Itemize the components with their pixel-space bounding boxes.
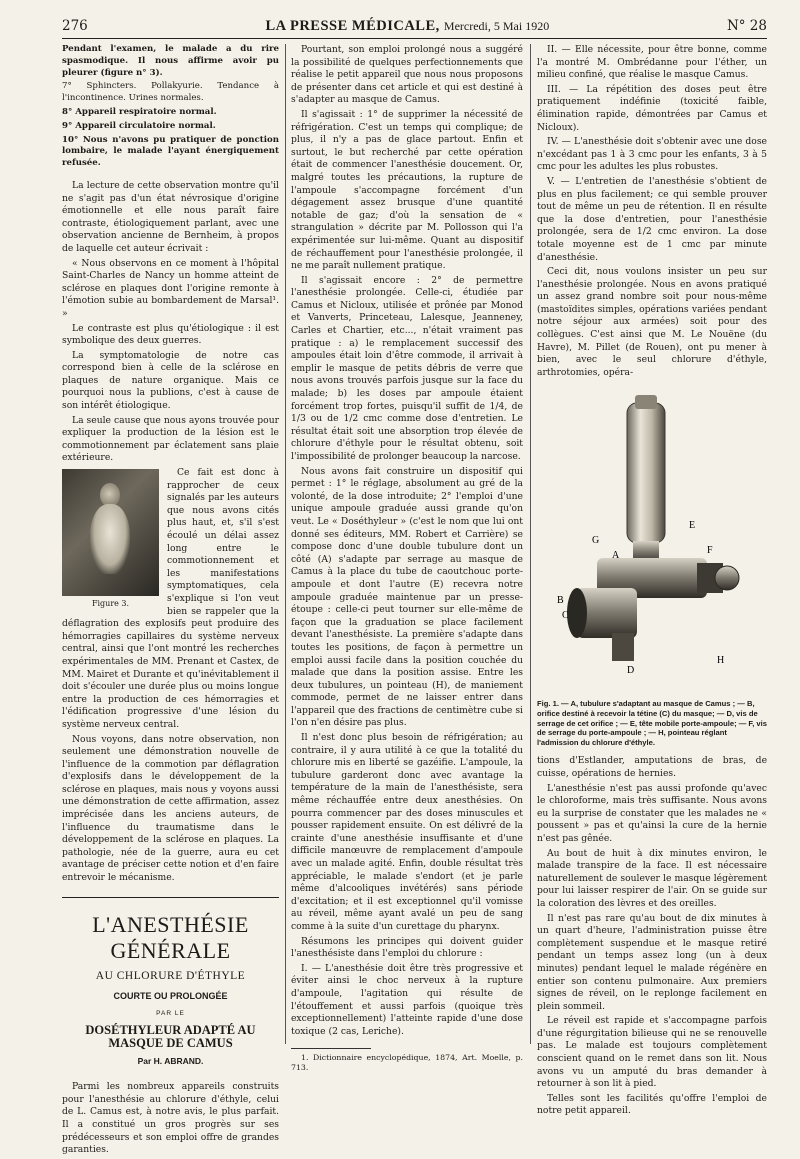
- article-author: Par H. ABRAND.: [137, 1055, 204, 1066]
- column-divider-1: [285, 44, 286, 1044]
- paragraph: La seule cause que nous ayons trouvée pour expliquer la production de la lésion est le commotionnement par éclatement sans plaie extérieure.: [62, 414, 279, 464]
- column-divider-2: [530, 44, 531, 1044]
- paragraph: I. — L'anesthésie doit être très progressive et éviter ainsi le choc nerveux à la rupture d'ampoule, l'agitation qui résulte de l'étouffement et aussi parfois (quoique très exceptionnellement) l'atteinte rapide d'une dose toxique (2 cas, Leriche).: [291, 962, 523, 1037]
- figure-3-photo: [62, 469, 159, 596]
- column-2: [291, 44, 523, 1075]
- label-b: B: [557, 595, 564, 607]
- paragraph: Il s'agissait encore : 2° de permettre l'anesthésie prolongée. Celle-ci, étudiée par Camus et Nicloux, utilisée et prônée par Monod et Vanverts, Princeteau, Lalesque, Jeanneney, Carles et Chartier, etc..., n'était vraiment pas pratique : a) le remplacement successif des ampoules était loin d'être commode, il arrivait à emplir le masque de petits débris de verre que nous avons trouvés parfois jusque sur la face du malade; b) les doses par ampoule étaient forcément trop fortes, puisqu'il suffit de 1/4, de 1/3 ou de 1/2 cmc comme dose d'entretien. Le résultat était soit une absorption trop élevée de chlorure d'éthyle pour le résultat obtenu, soit l'impossibilité de prolonger beaucoup la narcose.: [291, 274, 523, 462]
- label-g: G: [592, 535, 600, 547]
- paragraph: Pourtant, son emploi prolongé nous a suggéré la possibilité de quelques perfectionnements que réalise le petit appareil que nous nous proposons de présenter dans cet article et qui est destiné à s'adapter au masque de Camus.: [291, 44, 523, 106]
- paragraph: Ce fait est donc à rapprocher de ceux signalés par les auteurs que nous avons cités plus haut, et, s'il s'est écoulé un délai assez long entre le commotionnement et les manifestations symptomatiques, cela s'explique si l'on veut bien se rappeler que la déflagration des explosifs peut produire des hémorragies capillaires du système nerveux central, ainsi que l'ont montré les recherches expérimentales de MM. Prenant et Castex, de MM. Mairet et Durante et qu'inévitablement il doit s'écouler une durée plus ou moins longue entre la production de ces hémorragies et l'édification progressive d'une lésion du système nerveux central.: [62, 467, 279, 730]
- label-d: D: [627, 665, 635, 677]
- journal-title: [266, 18, 550, 35]
- paragraph: Il n'est donc plus besoin de réfrigération; au contraire, il y aura utilité à ce que la totalité du chlorure mis en liberté se gazéifie. L'ampoule, la tubulure garderont donc avec avantage la température de la main de l'anesthésiste, sera même réchauffée entre deux anesthésies. On pourra commencer par des doses minuscules et pousser rapidement ensuite. On est délivré de la crainte d'une anesthésie insuffisante et d'une difficile manœuvre de remplacement d'ampoule avec un malade agité. Enfin, double résultat très appréciable, le malade s'endort (et je parle même d'alcooliques invétérés) sans période d'excitation; et il est exceptionnel qu'il vomisse au réveil, même ayant avalé un peu de sang comme à la suite d'un curettage du pharynx.: [291, 732, 523, 932]
- figure-1-device: [537, 393, 767, 693]
- figure-1-caption: Fig. 1. — A, tubulure s'adaptant au masque de Camus ; — B, orifice destiné à recevoir la tétine (C) du masque; — D, vis de serrage de cet orifice ; — E, tête mobile porte-ampoule; — F, vis de serrage du porte-ampoule ; — H, pointeau réglant l'admission du chlorure d'éthyle.: [537, 699, 767, 747]
- list-item: 8° Appareil respiratoire normal.: [62, 106, 217, 117]
- orifice: [567, 588, 587, 638]
- footnote-rule: [291, 1048, 371, 1049]
- paragraph: IV. — L'anesthésie doit s'obtenir avec une dose n'excédant pas 1 à 3 cmc pour les enfants, 3 à 5 cmc pour les adultes les plus robustes.: [537, 136, 767, 173]
- list-item: 7° Sphincters. Pollakyurie. Tendance à l'incontinence. Urines normales.: [62, 81, 279, 104]
- list-item: Pendant l'examen, le malade a du rire spasmodique. Il nous affirme avoir pu pleurer (figure n° 3).: [62, 44, 279, 78]
- paragraph: Il s'agissait : 1° de supprimer la nécessité de réfrigération. C'est un temps qui complique; de plus, il n'y a pas de glace partout. Enfin et surtout, le but recherché par cette opération était de commencer l'anesthésie doucement. Or, malgré toutes les précautions, la rupture de l'ampoule s'accompagne forcément d'un dégagement assez brusque d'une quantité notable de gaz; d'où la sensation de « strangulation » décrite par M. Pollosson qui l'a expérimentée sur lui-même. Quant au dispositif de réchauffement pour l'anesthésie prolongée, il ne me paraît nullement pratique.: [291, 108, 523, 272]
- label-h: H: [717, 655, 725, 667]
- paragraph: Telles sont les facilités qu'offre l'emploi de notre petit appareil.: [537, 1092, 767, 1117]
- page-header: [62, 14, 767, 39]
- issue-number: N° 28: [726, 18, 767, 34]
- paragraph: V. — L'entretien de l'anesthésie s'obtient de plus en plus facilement; ce qui semble prouver tout de même un peu de rétention. Il en résulte que la dose d'entretien, pour l'anesthésie prolongée, sera de 1/2 cmc environ. La dose totale moyenne est de 1 cmc par minute d'anesthésie.: [537, 175, 767, 263]
- label-a: A: [612, 550, 620, 562]
- article-par: PAR LE: [156, 1009, 185, 1017]
- paragraph: La symptomatologie de notre cas correspond bien à celle de la sclérose en plaques de nature organique. Mais ce pourquoi nous la publions, c'est à cause de son intérêt étiologique.: [62, 349, 279, 412]
- dosethyleur-illustration: [537, 393, 767, 693]
- paragraph: Il n'est pas rare qu'au bout de dix minutes à un quart d'heure, l'administration puisse être complètement suspendue et le masque retiré pendant un temps assez long (un à deux minutes) pendant lequel le malade régénère en entier son contenu pulmonaire. Aux premiers signes de réveil, on le replonge facilement en plein sommeil.: [537, 912, 767, 1012]
- label-e: E: [689, 520, 696, 532]
- figure-3-caption: Figure 3.: [91, 599, 130, 609]
- journal-name: LA PRESSE MÉDICALE,: [265, 17, 440, 34]
- paragraph: II. — Elle nécessite, pour être bonne, comme l'a montré M. Ombrédanne pour l'éther, un milieu confiné, que réalise le masque Camus.: [537, 44, 767, 81]
- observation-list: [62, 44, 279, 170]
- list-item: 10° Nous n'avons pu pratiquer de ponction lombaire, le malade l'ayant énergiquement refusée.: [62, 134, 279, 169]
- paragraph: III. — La répétition des doses peut être pratiquement indéfinie (toxicité faible, élimination rapide, démontrées par Camus et Nicloux).: [537, 83, 767, 133]
- footnote: 1. Dictionnaire encyclopédique, 1874, Art. Moelle, p. 713.: [291, 1053, 523, 1073]
- paragraph: Le contraste est plus qu'étiologique : il est symbolique des deux guerres.: [62, 322, 279, 347]
- paragraph: Ceci dit, nous voulons insister un peu sur l'anesthésie prolongée. Nous en avons pratiqué un assez grand nombre soit pour nous-même (mastoïdites simples, opérations variées pendant notre séjour aux armées) soit pour des collègues. C'est ainsi que M. Le Nouëne (du Havre), M. Pillet (de Rouen), ont pu mener à bien, avec le seul chlorure d'éthyle, arthrotomies, opéra-: [537, 266, 767, 378]
- pointeau-knob: [715, 566, 739, 590]
- paragraph: La lecture de cette observation montre qu'il ne s'agit pas d'un état névrosique d'origine émotionnelle et elle nous paraît faire contraste, étiologiquement parlant, avec une observation ancienne de Bernheim, à propos de laquelle cet auteur écrivait :: [62, 179, 279, 254]
- column-1: [62, 44, 279, 1159]
- article-subtitle: AU CHLORURE D'ÉTHYLE: [95, 969, 246, 982]
- paragraph: Résumons les principes qui doivent guider l'anesthésiste dans l'emploi du chlorure :: [291, 935, 523, 960]
- article-title: L'ANESTHÉSIE GÉNÉRALE: [92, 911, 249, 963]
- article-heading: [62, 897, 279, 1068]
- column-3: [537, 44, 767, 1120]
- paragraph: L'anesthésie n'est pas aussi profonde qu'avec le chloroforme, mais très suffisante. Nous avons eu la surprise de constater que les malades ne « poussent » pas et qu'ainsi la cure de la hernie n'est pas gênée.: [537, 782, 767, 844]
- paragraph: Nous voyons, dans notre observation, non seulement une démonstration nouvelle de l'influence de la commotion par déflagration d'explosifs dans le développement de la sclérose en plaques, mais nous y voyons aussi une démonstration de cette affirmation, assez imprécisée dans les anciens auteurs, de l'influence du traumatisme dans le développement de la sclérose en plaques. La pathologie, née de la guerre, aura eu cet avantage de préciser cette notion et d'en faire entrevoir le mécanisme.: [62, 733, 279, 884]
- graduated-ampoule: [627, 403, 665, 543]
- paragraph: Nous avons fait construire un dispositif qui permet : 1° le réglage, absolument au gré de la volonté, de la dose introduite; 2° l'emploi d'une unique ampoule graduée aussi grande qu'on veut. Le « Doséthyleur » (c'est le nom que lui ont donné ses éditeurs, MM. Robert et Carrière) se compose donc d'une double tubulure dont un côté (A) s'adapte par serrage au masque de Camus à la place du tube de caoutchouc porte-ampoule et dont l'autre (E) recevra notre ampoule graduée maintenue par un presse-étoupe : celle-ci peut tourner sur elle-même de façon que la graduation se place facilement devant l'anesthésiste. La première s'adapte dans toutes les positions, de façon à permettre un emploi aussi facile dans la position couchée du malade que dans la position assise. Entre les deux tubulures, un pointeau (H), de maniement commode, permet de ne laisser entrer dans l'appareil que des fractions de centimètre cube si l'on n'en désire pas plus.: [291, 465, 523, 729]
- label-c: C: [562, 610, 569, 622]
- serrage-screw: [612, 633, 634, 661]
- paragraph: Parmi les nombreux appareils construits pour l'anesthésie au chlorure d'éthyle, celui de L. Camus est, à notre avis, le plus parfait. Il a constitué un gros progrès sur ses prédécesseurs et son emploi offre de grandes garanties.: [62, 1081, 279, 1156]
- page-number: 276: [62, 18, 88, 34]
- paragraph: Le réveil est rapide et s'accompagne parfois d'une régurgitation bilieuse qui ne se renouvelle pas. Le malade est toujours complètement conscient quand on le remet dans son lit. Nous avons vu un amputé du bras demander à retourner à son lit à pied.: [537, 1015, 767, 1090]
- issue-date: Mercredi, 5 Mai 1920: [443, 18, 550, 33]
- paragraph: Au bout de huit à dix minutes environ, le malade transpire de la face. Il est nécessaire naturellement de soulever le masque légèrement pour lui laisser respirer de l'air. On se guide sur la coloration des lèvres et des oreilles.: [537, 847, 767, 909]
- article-device: DOSÉTHYLEUR ADAPTÉ AU MASQUE DE CAMUS: [85, 1023, 256, 1050]
- ampoule-cap: [635, 395, 657, 409]
- list-item: 9° Appareil circulatoire normal.: [62, 120, 216, 131]
- label-f: F: [707, 545, 713, 557]
- paragraph: tions d'Estlander, amputations de bras, de cuisse, opérations de hernies.: [537, 755, 767, 779]
- quote-paragraph: « Nous observons en ce moment à l'hôpital Saint-Charles de Nancy un homme atteint de sclérose en plaques dont l'origine remonte à l'émotion subie au bombardement de Marsal¹. »: [62, 257, 279, 319]
- article-subtitle-2: COURTE OU PROLONGÉE: [113, 991, 228, 1002]
- photo-figure: [90, 504, 130, 574]
